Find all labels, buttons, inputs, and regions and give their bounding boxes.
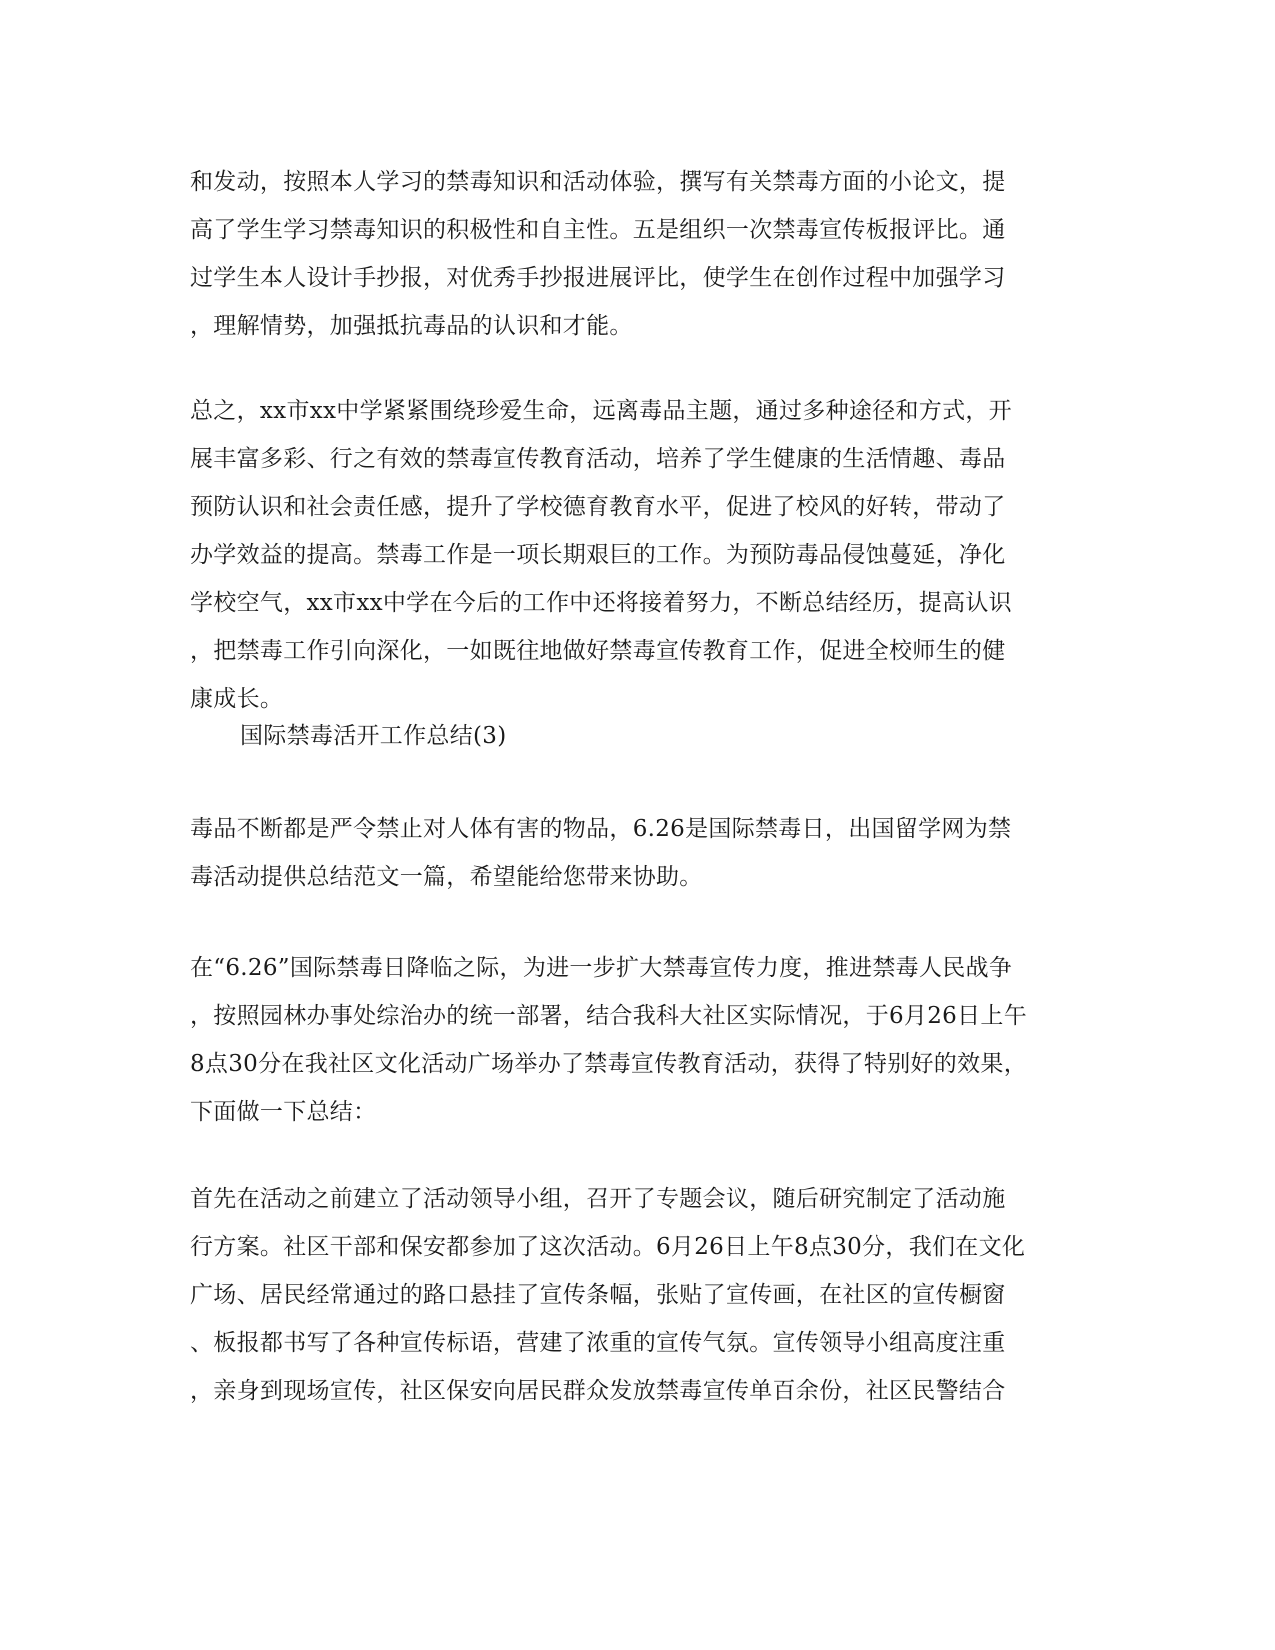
text-line: 8点30分在我社区文化活动广场举办了禁毒宣传教育活动，获得了特别好的效果，	[190, 1051, 1027, 1077]
paragraph-5	[190, 1175, 1090, 1415]
text-line: 广场、居民经常通过的路口悬挂了宣传条幅，张贴了宣传画，在社区的宣传橱窗	[190, 1282, 1006, 1308]
paragraph-3	[190, 805, 1090, 901]
text-line: 康成长。	[190, 686, 284, 712]
text-line: 毒活动提供总结范文一篇，希望能给您带来协助。	[190, 864, 703, 890]
text-line: ，把禁毒工作引向深化，一如既往地做好禁毒宣传教育工作，促进全校师生的健	[190, 638, 1006, 664]
text-line: 过学生本人设计手抄报，对优秀手抄报进展评比，使学生在创作过程中加强学习	[190, 265, 1006, 291]
text-line: 预防认识和社会责任感，提升了学校德育教育水平，促进了校风的好转，带动了	[190, 494, 1006, 520]
text-line: ，理解情势，加强抵抗毒品的认识和才能。	[190, 313, 633, 339]
text-line: 、板报都书写了各种宣传标语，营建了浓重的宣传气氛。宣传领导小组高度注重	[190, 1330, 1006, 1356]
text-line: 展丰富多彩、行之有效的禁毒宣传教育活动，培养了学生健康的生活情趣、毒品	[190, 446, 1006, 472]
text-line: ，亲身到现场宣传，社区保安向居民群众发放禁毒宣传单百余份，社区民警结合	[190, 1378, 1006, 1404]
text-line: 学校空气，xx市xx中学在今后的工作中还将接着努力，不断总结经历，提高认识	[190, 590, 1012, 616]
text-line: ，按照园林办事处综治办的统一部署，结合我科大社区实际情况，于6月26日上午	[190, 1003, 1027, 1029]
section-heading: 国际禁毒活开工作总结(3)	[240, 723, 507, 749]
text-line: 和发动，按照本人学习的禁毒知识和活动体验，撰写有关禁毒方面的小论文，提	[190, 169, 1006, 195]
text-line: 下面做一下总结：	[190, 1099, 377, 1125]
paragraph-2	[190, 387, 1090, 723]
paragraph-4	[190, 944, 1090, 1136]
text-line: 毒品不断都是严令禁止对人体有害的物品，6.26是国际禁毒日，出国留学网为禁	[190, 816, 1012, 842]
text-line: 高了学生学习禁毒知识的积极性和自主性。五是组织一次禁毒宣传板报评比。通	[190, 217, 1006, 243]
text-line: 总之，xx市xx中学紧紧围绕珍爱生命，远离毒品主题，通过多种途径和方式，开	[190, 398, 1012, 424]
text-line: 首先在活动之前建立了活动领导小组，召开了专题会议，随后研究制定了活动施	[190, 1186, 1006, 1212]
text-line: 办学效益的提高。禁毒工作是一项长期艰巨的工作。为预防毒品侵蚀蔓延，净化	[190, 542, 1006, 568]
text-line: 行方案。社区干部和保安都参加了这次活动。6月26日上午8点30分，我们在文化	[190, 1234, 1026, 1260]
text-line: 在“6.26”国际禁毒日降临之际，为进一步扩大禁毒宣传力度，推进禁毒人民战争	[190, 955, 1013, 981]
paragraph-1	[190, 158, 1090, 350]
section-heading-block	[190, 712, 1090, 760]
